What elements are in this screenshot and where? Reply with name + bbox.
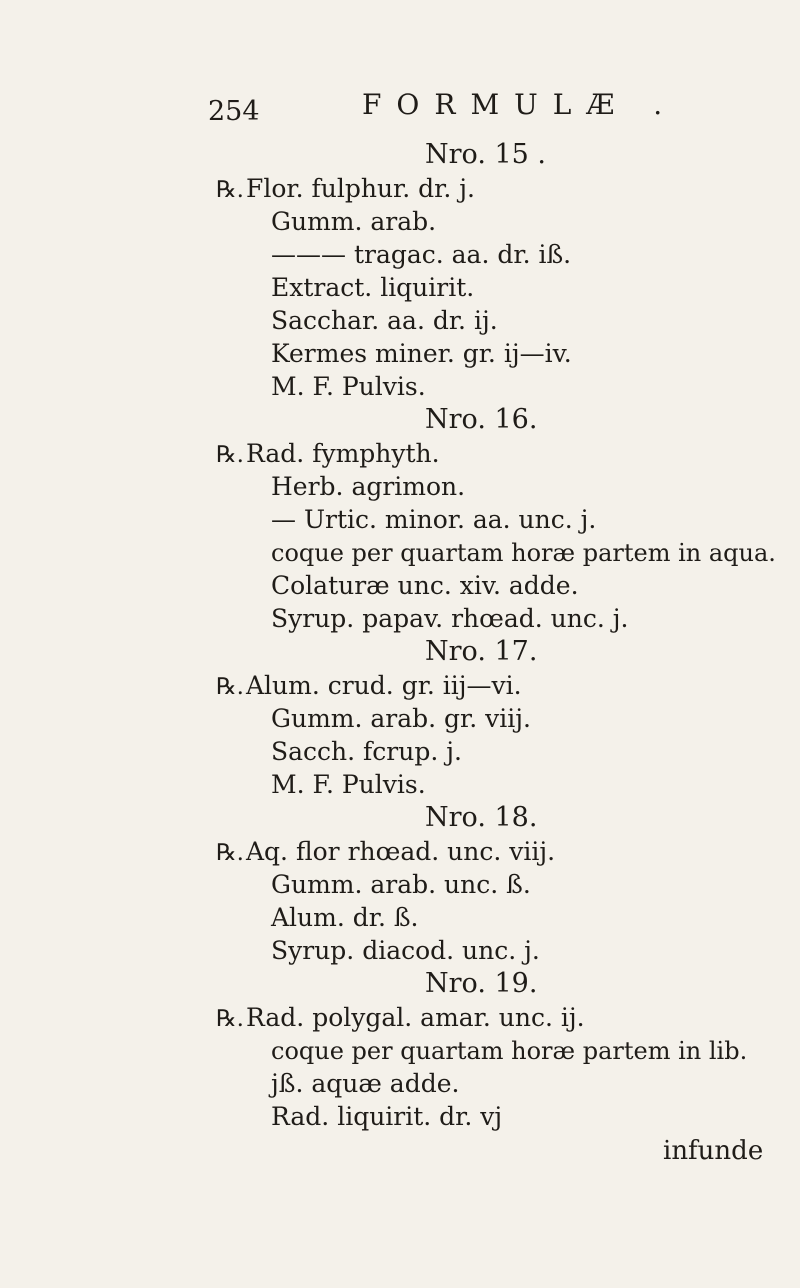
page-header — [0, 82, 800, 132]
recipe-title: Nro. 17. — [425, 636, 538, 667]
recipe-line: Sacchar. aa. dr. ij. — [271, 306, 498, 335]
recipe-line: Rad. liquirit. dr. vj — [271, 1102, 503, 1131]
recipe-line: Alum. crud. gr. iij—vi. — [246, 671, 522, 700]
recipe-title: Nro. 15 . — [425, 139, 546, 170]
recipe-line: Alum. dr. ß. — [271, 903, 419, 932]
recipe-line: coque per quartam horæ partem in lib. — [271, 1037, 748, 1065]
recipe-line: ——— tragac. aa. dr. iß. — [271, 240, 572, 269]
recipe-symbol: ℞. — [216, 1006, 244, 1032]
recipe-line: Colaturæ unc. xiv. adde. — [271, 571, 579, 600]
recipe-line: Sacch. fcrup. j. — [271, 737, 462, 766]
recipe-line: Rad. fymphyth. — [246, 439, 440, 468]
recipe-line: jß. aquæ adde. — [271, 1069, 460, 1098]
recipe-line: M. F. Pulvis. — [271, 372, 426, 401]
recipe-symbol: ℞. — [216, 840, 244, 866]
recipe-line: Rad. polygal. amar. unc. ij. — [246, 1003, 585, 1032]
recipe-line: Gumm. arab. — [271, 207, 437, 236]
recipe-line: Extract. liquirit. — [271, 273, 475, 302]
recipe-line: Flor. fulphur. dr. j. — [246, 174, 475, 203]
recipe-symbol: ℞. — [216, 442, 244, 468]
page-number: 254 — [208, 96, 260, 127]
recipe-line: M. F. Pulvis. — [271, 770, 426, 799]
recipe-title: Nro. 18. — [425, 802, 538, 833]
running-head: FORMULÆ . — [362, 88, 678, 121]
recipe-line: Herb. agrimon. — [271, 472, 466, 501]
catchword: infunde — [663, 1136, 764, 1166]
recipe-line: — Urtic. minor. aa. unc. j. — [271, 505, 597, 534]
recipe-line: Aq. flor rhœad. unc. viij. — [246, 837, 556, 866]
recipe-symbol: ℞. — [216, 674, 244, 700]
recipe-line: Gumm. arab. gr. viij. — [271, 704, 531, 733]
recipe-line: coque per quartam horæ partem in aqua. — [271, 539, 776, 567]
recipe-line: Syrup. diacod. unc. j. — [271, 936, 540, 965]
recipe-line: Syrup. papav. rhœad. unc. j. — [271, 604, 629, 633]
recipe-title: Nro. 16. — [425, 404, 538, 435]
recipe-title: Nro. 19. — [425, 968, 538, 999]
recipe-symbol: ℞. — [216, 177, 244, 203]
recipe-line: Gumm. arab. unc. ß. — [271, 870, 531, 899]
recipe-line: Kermes miner. gr. ij—iv. — [271, 339, 572, 368]
